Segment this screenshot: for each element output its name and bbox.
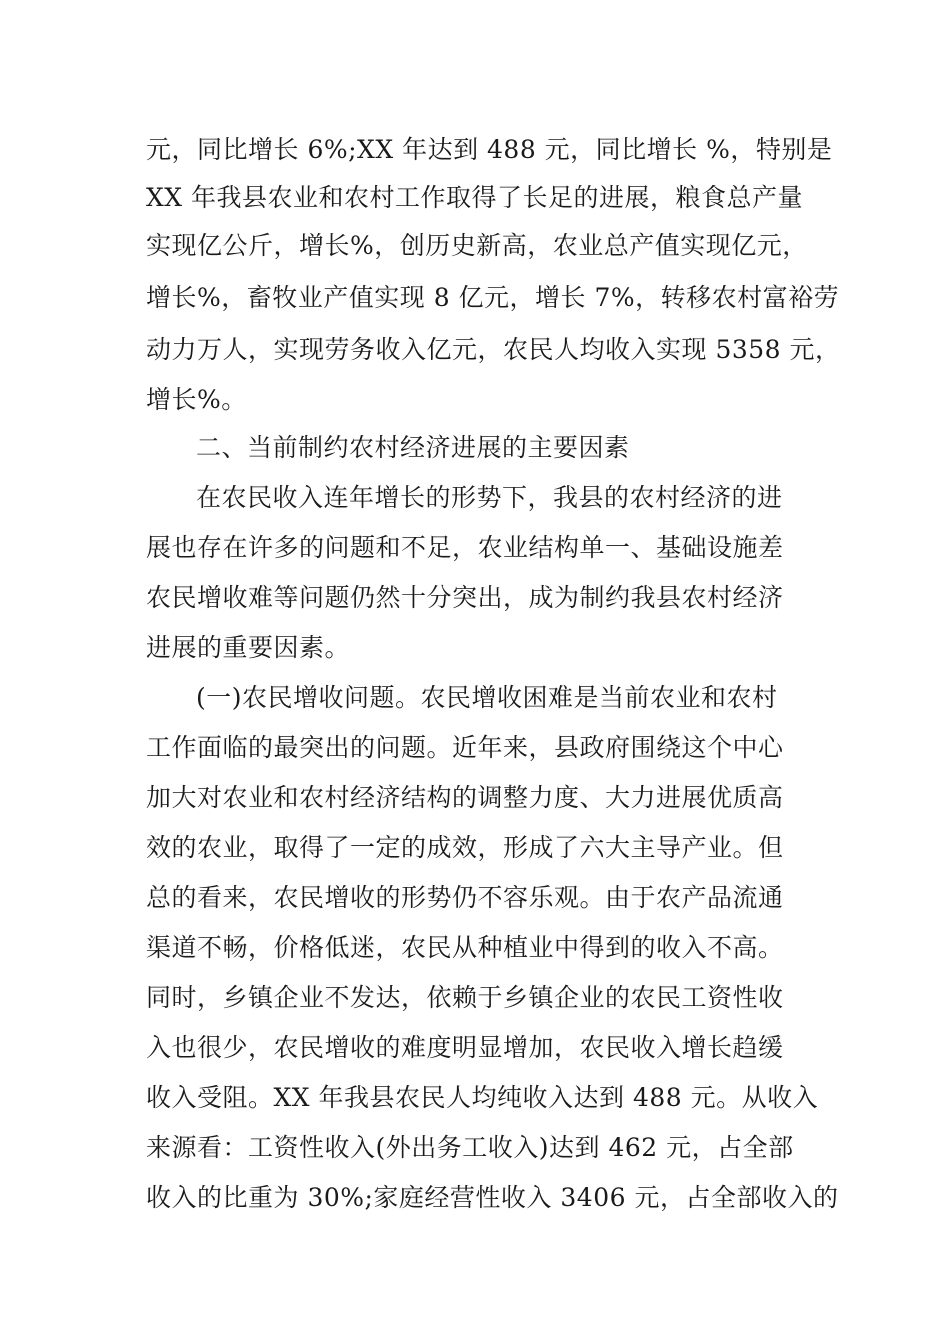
text-line: 工作面临的最突出的问题。近年来，县政府围绕这个中心 bbox=[146, 733, 784, 762]
text-line: 进展的重要因素。 bbox=[146, 633, 351, 662]
text-line: 收入的比重为 30%;家庭经营性收入 3406 元，占全部收入的 bbox=[146, 1183, 839, 1212]
text-line: 农民增收难等问题仍然十分突出，成为制约我县农村经济 bbox=[146, 583, 784, 612]
text-line: 在农民收入连年增长的形势下，我县的农村经济的进 bbox=[196, 483, 783, 512]
text-line: 入也很少，农民增收的难度明显增加，农民收入增长趋缓 bbox=[146, 1033, 784, 1062]
text-line: XX 年我县农业和农村工作取得了长足的进展，粮食总产量 bbox=[146, 183, 804, 212]
text-line: 动力万人，实现劳务收入亿元，农民人均收入实现 5358 元， bbox=[146, 335, 841, 364]
text-line: 实现亿公斤，增长%，创历史新高，农业总产值实现亿元， bbox=[146, 231, 808, 260]
text-line: 效的农业，取得了一定的成效，形成了六大主导产业。但 bbox=[146, 833, 784, 862]
text-line: 渠道不畅，价格低迷，农民从种植业中得到的收入不高。 bbox=[146, 933, 784, 962]
text-line: 加大对农业和农村经济结构的调整力度、大力进展优质高 bbox=[146, 783, 784, 812]
text-line: 增长%，畜牧业产值实现 8 亿元，增长 7%，转移农村富裕劳 bbox=[146, 283, 840, 312]
text-line: 同时，乡镇企业不发达，依赖于乡镇企业的农民工资性收 bbox=[146, 983, 784, 1012]
text-line: 增长%。 bbox=[146, 385, 247, 414]
text-line: 收入受阻。XX 年我县农民人均纯收入达到 488 元。从收入 bbox=[146, 1083, 819, 1112]
section-heading: 二、当前制约农村经济进展的主要因素 bbox=[196, 433, 630, 462]
text-line: 总的看来，农民增收的形势仍不容乐观。由于农产品流通 bbox=[146, 883, 784, 912]
subsection-line: (一)农民增收问题。农民增收困难是当前农业和农村 bbox=[196, 683, 778, 712]
text-line: 展也存在许多的问题和不足，农业结构单一、基础设施差 bbox=[146, 533, 784, 562]
text-line: 来源看：工资性收入(外出务工收入)达到 462 元，占全部 bbox=[146, 1133, 794, 1162]
text-line: 元，同比增长 6%;XX 年达到 488 元，同比增长 %，特别是 bbox=[146, 135, 833, 164]
